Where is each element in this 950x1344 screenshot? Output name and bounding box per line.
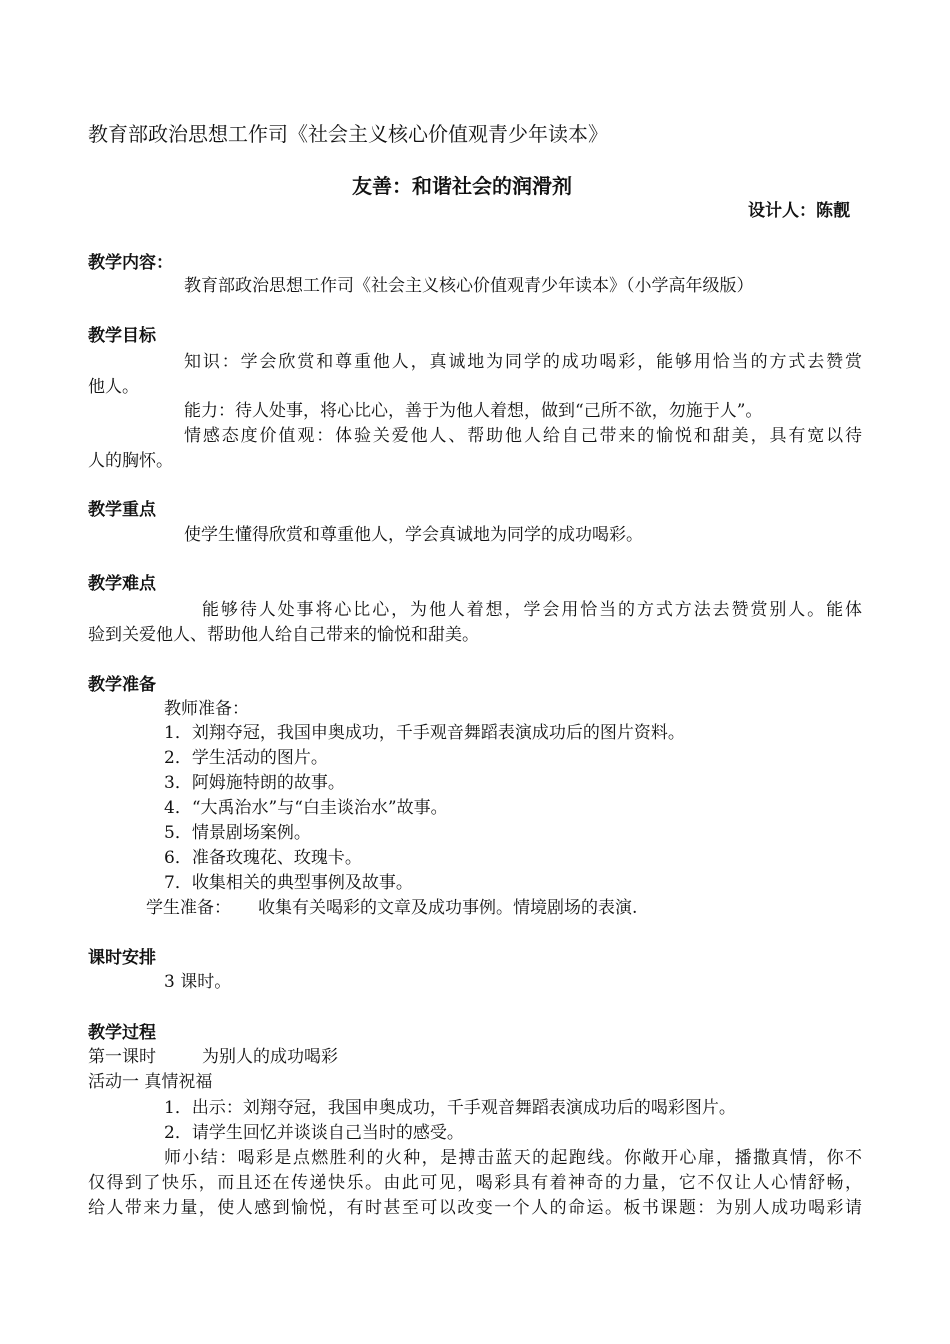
- goal-emotion-line2: 人的胸怀。: [88, 451, 173, 471]
- lesson-topic: 为别人的成功喝彩: [202, 1047, 338, 1067]
- goal-knowledge-line2: 他人。: [88, 377, 139, 397]
- prep-heading: 教学准备: [88, 675, 156, 695]
- teacher-prep-label: 教师准备：: [164, 699, 249, 719]
- schedule-heading: 课时安排: [88, 948, 156, 968]
- difficulty-heading: 教学难点: [88, 574, 156, 594]
- content-heading: 教学内容：: [88, 253, 173, 273]
- goal-emotion-line1: 情感态度价值观：体验关爱他人、帮助他人给自己带来的愉悦和甜美，具有宽以待: [184, 426, 862, 446]
- goal-ability: 能力：待人处事，将心比心，善于为他人着想，做到“己所不欲，勿施于人”。: [184, 401, 763, 421]
- student-prep-label: 学生准备：: [146, 898, 231, 918]
- process-heading: 教学过程: [88, 1023, 156, 1043]
- activity-title: 活动一 真情祝福: [88, 1072, 213, 1092]
- prep-item: 6．准备玫瑰花、玫瑰卡。: [164, 848, 362, 868]
- focus-text: 使学生懂得欣赏和尊重他人，学会真诚地为同学的成功喝彩。: [184, 525, 643, 545]
- lesson-label: 第一课时: [88, 1047, 156, 1067]
- lesson-title: 友善：和谐社会的润滑剂: [352, 174, 572, 198]
- prep-item: 5．情景剧场案例。: [164, 823, 311, 843]
- summary-line2: 仅得到了快乐，而且还在传递快乐。由此可见，喝彩具有着神奇的力量，它不仅让人心情舒畅，: [88, 1173, 862, 1193]
- prep-item: 3．阿姆施特朗的故事。: [164, 773, 345, 793]
- difficulty-text-line2: 验到关爱他人、帮助他人给自己带来的愉悦和甜美。: [88, 625, 479, 645]
- focus-heading: 教学重点: [88, 500, 156, 520]
- process-step: 1．出示：刘翔夺冠，我国申奥成功，千手观音舞蹈表演成功后的喝彩图片。: [164, 1098, 736, 1118]
- schedule-text: 3 课时。: [164, 972, 232, 992]
- prep-item: 4．“大禹治水”与“白圭谈治水”故事。: [164, 798, 448, 818]
- student-prep-text: 收集有关喝彩的文章及成功事例。情境剧场的表演.: [258, 898, 638, 918]
- designer-credit: 设计人：陈靓: [748, 201, 850, 221]
- prep-item: 2．学生活动的图片。: [164, 748, 328, 768]
- goal-knowledge-line1: 知识：学会欣赏和尊重他人，真诚地为同学的成功喝彩，能够用恰当的方式去赞赏: [184, 352, 862, 372]
- summary-line3: 给人带来力量，使人感到愉悦，有时甚至可以改变一个人的命运。板书课题：为别人成功喝彩请: [88, 1198, 862, 1218]
- goals-heading: 教学目标: [88, 326, 156, 346]
- process-step: 2．请学生回忆并谈谈自己当时的感受。: [164, 1123, 464, 1143]
- difficulty-text-line1: 能够待人处事将心比心，为他人着想，学会用恰当的方式方法去赞赏别人。能体: [202, 600, 862, 620]
- prep-item: 7．收集相关的典型事例及故事。: [164, 873, 413, 893]
- prep-item: 1．刘翔夺冠，我国申奥成功，千手观音舞蹈表演成功后的图片资料。: [164, 723, 685, 743]
- summary-line1: 师小结：喝彩是点燃胜利的火种，是搏击蓝天的起跑线。你敞开心扉，播撒真情，你不: [164, 1148, 862, 1168]
- content-text: 教育部政治思想工作司《社会主义核心价值观青少年读本》（小学高年级版）: [184, 276, 754, 296]
- document-header: 教育部政治思想工作司《社会主义核心价值观青少年读本》: [88, 122, 608, 146]
